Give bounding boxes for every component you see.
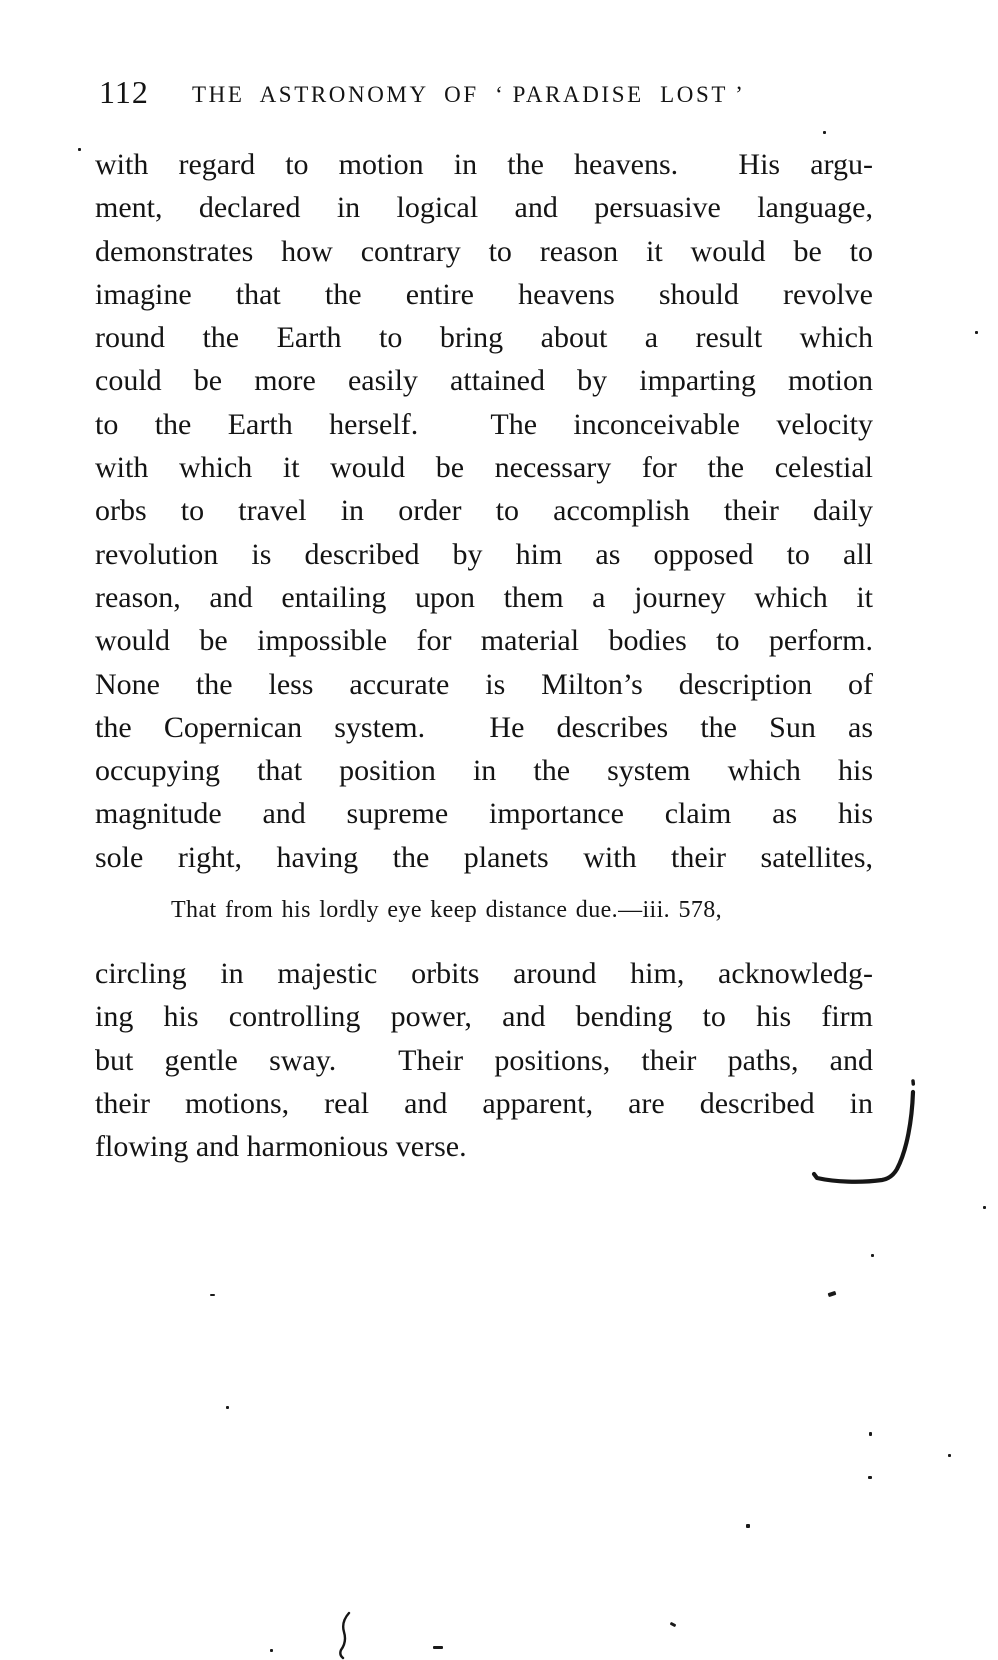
body-line: to the Earth herself. The inconceivable velocity (95, 407, 873, 441)
scan-speck (975, 331, 978, 334)
body-line: their motions, real and apparent, are described in (95, 1086, 873, 1120)
paragraph-1 (95, 143, 873, 879)
body-line: could be more easily attained by imparting motion (95, 364, 873, 398)
page-number: 112 (99, 74, 149, 110)
scan-speck (828, 1291, 837, 1297)
scan-speck (871, 1254, 874, 1257)
verse-quotation: That from his lordly eye keep distance due.—iii. 578, (171, 897, 723, 923)
running-title: THE ASTRONOMY OF ‘ PARADISE LOST ’ (192, 82, 746, 107)
scan-speck (823, 131, 826, 134)
scan-speck (983, 1206, 986, 1209)
body-line: reason, and entailing upon them a journey which it (95, 580, 873, 614)
body-line: but gentle sway. Their positions, their paths, and (95, 1043, 873, 1077)
body-line: demonstrates how contrary to reason it would be to (95, 234, 873, 268)
paragraph-2 (95, 952, 873, 1168)
body-line: orbs to travel in order to accomplish their daily (95, 494, 873, 528)
body-line: sole right, having the planets with their satellites, (95, 840, 873, 874)
body-line: the Copernican system. He describes the Sun as (95, 710, 873, 744)
scan-speck (226, 1406, 229, 1409)
body-line: ing his controlling power, and bending to his firm (95, 1000, 873, 1034)
scan-speck (869, 1432, 872, 1436)
body-line: imagine that the entire heavens should revolve (95, 277, 873, 311)
scan-speck (670, 1622, 677, 1627)
squiggle-mark (336, 1611, 354, 1660)
scan-speck (948, 1454, 951, 1457)
body-line: None the less accurate is Milton’s description of (95, 667, 873, 701)
body-line: revolution is described by him as opposed to all (95, 537, 873, 571)
scan-speck (433, 1646, 443, 1649)
body-line: magnitude and supreme importance claim as his (95, 797, 873, 831)
body-line: round the Earth to bring about a result which (95, 321, 873, 355)
scan-speck (746, 1524, 750, 1528)
scan-speck (78, 148, 81, 151)
scan-speck (270, 1649, 273, 1652)
scan-speck (210, 1294, 215, 1296)
body-line: flowing and harmonious verse. (95, 1130, 467, 1164)
body-line: would be impossible for material bodies to perform. (95, 624, 873, 658)
body-line: circling in majestic orbits around him, acknowledg- (95, 957, 873, 990)
pen-mark (798, 1068, 928, 1193)
body-line: with regard to motion in the heavens. His argu- (95, 148, 873, 181)
body-line: occupying that position in the system which his (95, 754, 873, 788)
scan-speck (868, 1476, 872, 1479)
body-line: ment, declared in logical and persuasive language, (95, 191, 873, 225)
body-line: with which it would be necessary for the celestial (95, 451, 873, 485)
